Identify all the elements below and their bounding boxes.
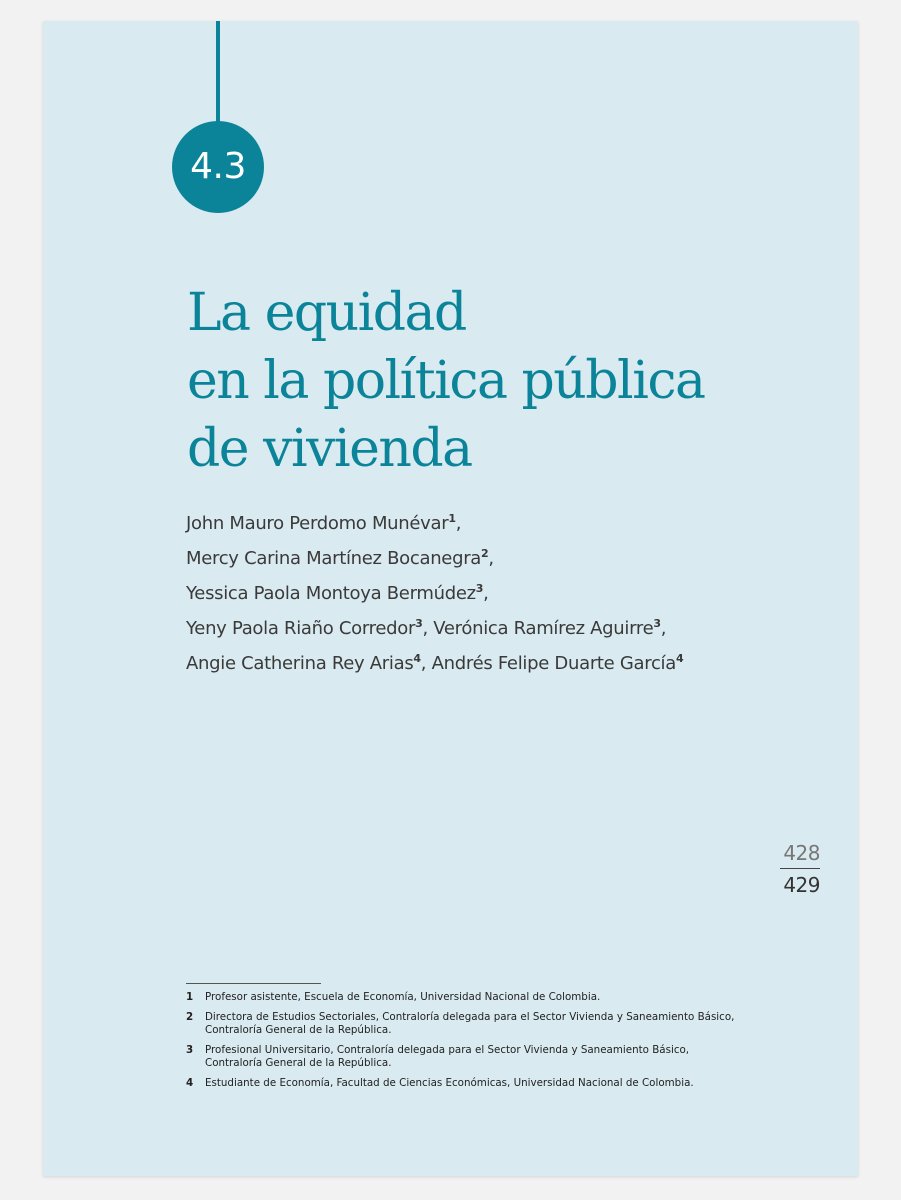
chapter-title-line: en la política pública — [187, 351, 705, 411]
footnote-number: 1 — [186, 991, 194, 1003]
author-separator: , — [420, 653, 432, 674]
footnote-separator — [186, 983, 321, 984]
author-name: Andrés Felipe Duarte García — [431, 653, 676, 674]
footnote-number: 4 — [186, 1077, 194, 1089]
author-line — [186, 576, 846, 611]
page-number-divider — [780, 868, 820, 869]
footnote-ref[interactable]: 3 — [653, 617, 661, 630]
footnote-number: 2 — [186, 1011, 194, 1023]
footnote-ref[interactable]: 1 — [448, 512, 456, 525]
author-line — [186, 611, 846, 646]
footnote-text: Estudiante de Economía, Facultad de Ciencias Económicas, Universidad Nacional de Colombia. — [205, 1077, 694, 1089]
footnote-text: Directora de Estudios Sectoriales, Contraloría delegada para el Sector Vivienda y Saneamiento Básico, Contraloría General de la República. — [205, 1011, 735, 1036]
footnote-text: Profesional Universitario, Contraloría delegada para el Sector Vivienda y Saneamiento Básico, Contraloría General de la República. — [205, 1044, 690, 1069]
left-page-number: 428 — [783, 841, 820, 865]
footnote — [186, 1011, 746, 1037]
author-separator: , — [660, 618, 667, 639]
footnote-ref[interactable]: 4 — [413, 652, 421, 665]
author-separator: , — [483, 583, 489, 604]
footnote-ref[interactable]: 3 — [415, 617, 423, 630]
author-separator: , — [455, 513, 462, 534]
footnote — [186, 1077, 746, 1090]
author-name: Angie Catherina Rey Arias — [186, 653, 414, 674]
author-line — [186, 646, 846, 681]
author-name: Verónica Ramírez Aguirre — [433, 618, 654, 639]
right-page-number: 429 — [783, 873, 820, 897]
footnote-ref[interactable]: 2 — [481, 547, 489, 560]
footnote — [186, 1044, 746, 1070]
chapter-title — [187, 279, 827, 483]
author-name: Mercy Carina Martínez Bocanegra — [186, 548, 482, 569]
author-separator: , — [488, 548, 494, 569]
footnote — [186, 991, 746, 1004]
chapter-title-line: La equidad — [187, 283, 466, 343]
footnote-ref[interactable]: 4 — [675, 652, 684, 665]
footnote-number: 3 — [186, 1044, 194, 1056]
document-page — [43, 21, 858, 1176]
author-separator: , — [422, 618, 434, 639]
author-line — [186, 541, 846, 576]
author-line — [186, 506, 846, 541]
chapter-number-badge: 4.3 — [172, 121, 264, 213]
chapter-marker-line — [216, 21, 220, 126]
author-name: Yeny Paola Riaño Corredor — [186, 618, 416, 639]
footnote-text: Profesor asistente, Escuela de Economía, Universidad Nacional de Colombia. — [205, 991, 601, 1003]
chapter-title-line: de vivienda — [187, 419, 472, 479]
footnotes — [186, 991, 746, 1097]
footnote-ref[interactable]: 3 — [475, 582, 484, 595]
author-list — [186, 506, 846, 681]
author-name: John Mauro Perdomo Munévar — [186, 513, 449, 534]
page-numbers — [780, 840, 820, 898]
author-name: Yessica Paola Montoya Bermúdez — [186, 583, 476, 604]
